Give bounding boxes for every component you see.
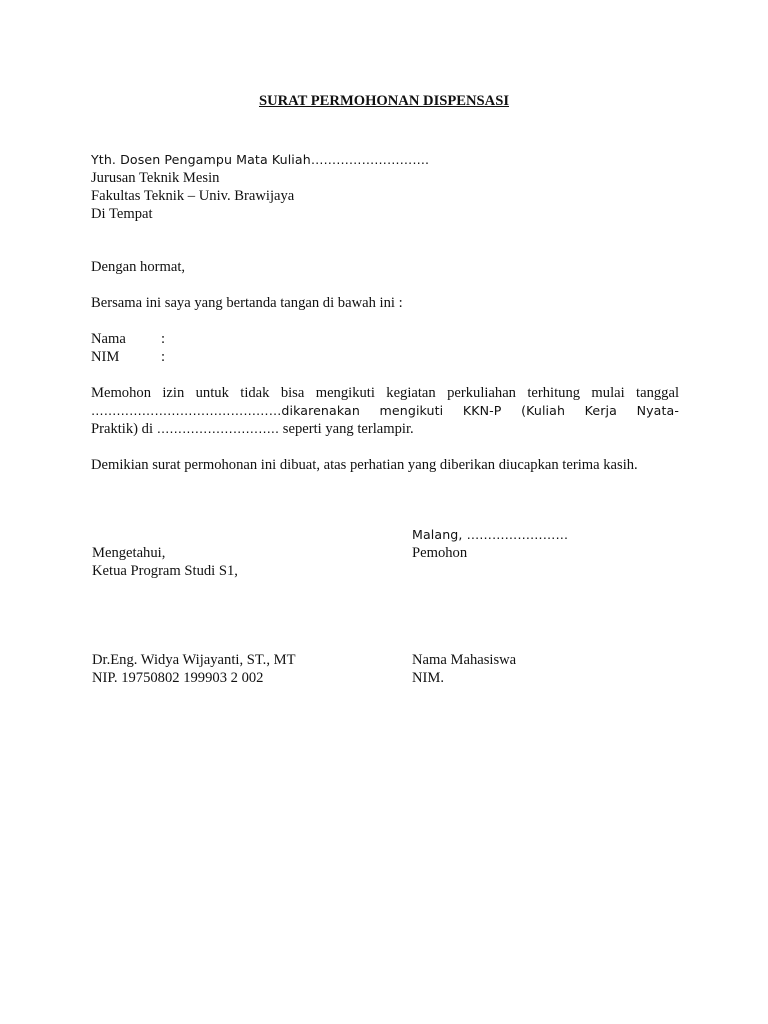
body-line-3 bbox=[91, 420, 679, 438]
field-sep-nim: : bbox=[161, 349, 166, 365]
body-line-2 bbox=[91, 402, 679, 420]
left-signature-bottom bbox=[92, 651, 296, 687]
body-paragraph bbox=[91, 384, 679, 438]
head-of-program-name: Dr.Eng. Widya Wijayanti, ST., MT bbox=[92, 652, 296, 668]
recipient-faculty: Fakultas Teknik – Univ. Brawijaya bbox=[91, 188, 295, 204]
recipient-line-1 bbox=[91, 151, 679, 169]
field-sep-nama: : bbox=[161, 331, 166, 347]
right-signature-bottom bbox=[412, 651, 516, 687]
head-of-program-label: Ketua Program Studi S1, bbox=[92, 563, 238, 579]
field-label-nama: Nama bbox=[91, 331, 126, 347]
recipient-department: Jurusan Teknik Mesin bbox=[91, 170, 220, 186]
greeting bbox=[91, 258, 679, 276]
field-row-nama bbox=[91, 330, 679, 348]
greeting-text: Dengan hormat, bbox=[91, 259, 186, 275]
left-signature-top bbox=[92, 544, 238, 580]
body-date-dots: ……………………………………… bbox=[91, 403, 282, 418]
body-line-2-text: dikarenakan mengikuti KKN-P (Kuliah Kerja Nyata- bbox=[281, 403, 679, 418]
field-row-nim bbox=[91, 348, 679, 366]
head-of-program-nip: NIP. 19750802 199903 2 002 bbox=[92, 670, 264, 686]
acknowledged-label: Mengetahui, bbox=[92, 545, 166, 561]
intro-text: Bersama ini saya yang bertanda tangan di bawah ini : bbox=[91, 295, 403, 311]
closing bbox=[91, 456, 679, 474]
identity-fields bbox=[91, 330, 679, 366]
letter-title bbox=[0, 92, 768, 110]
student-nim: NIM. bbox=[412, 670, 445, 686]
recipient-course-dots: ………………………. bbox=[310, 152, 430, 167]
intro bbox=[91, 294, 679, 312]
recipient-location: Di Tempat bbox=[91, 206, 153, 222]
body-line-3-prefix: Praktik) di bbox=[91, 421, 154, 437]
letter-title-text: SURAT PERMOHONAN DISPENSASI bbox=[258, 93, 510, 109]
body-line-3-suffix: seperti yang terlampir. bbox=[282, 421, 414, 437]
body-location-dots: ……………………….. bbox=[156, 421, 280, 436]
right-signature-top bbox=[412, 526, 568, 562]
closing-text: Demikian surat permohonan ini dibuat, atas perhatian yang diberikan diucapkan terima kasih. bbox=[91, 457, 638, 473]
recipient-block bbox=[91, 151, 679, 223]
field-label-nim: NIM bbox=[91, 349, 120, 365]
place-date: Malang, …………………… bbox=[412, 527, 569, 542]
student-name: Nama Mahasiswa bbox=[412, 652, 517, 668]
recipient-course-prefix: Yth. Dosen Pengampu Mata Kuliah bbox=[91, 152, 311, 167]
applicant-role: Pemohon bbox=[412, 545, 468, 561]
body-line-1: Memohon izin untuk tidak bisa mengikuti kegiatan perkuliahan terhitung mulai tanggal bbox=[91, 385, 679, 401]
